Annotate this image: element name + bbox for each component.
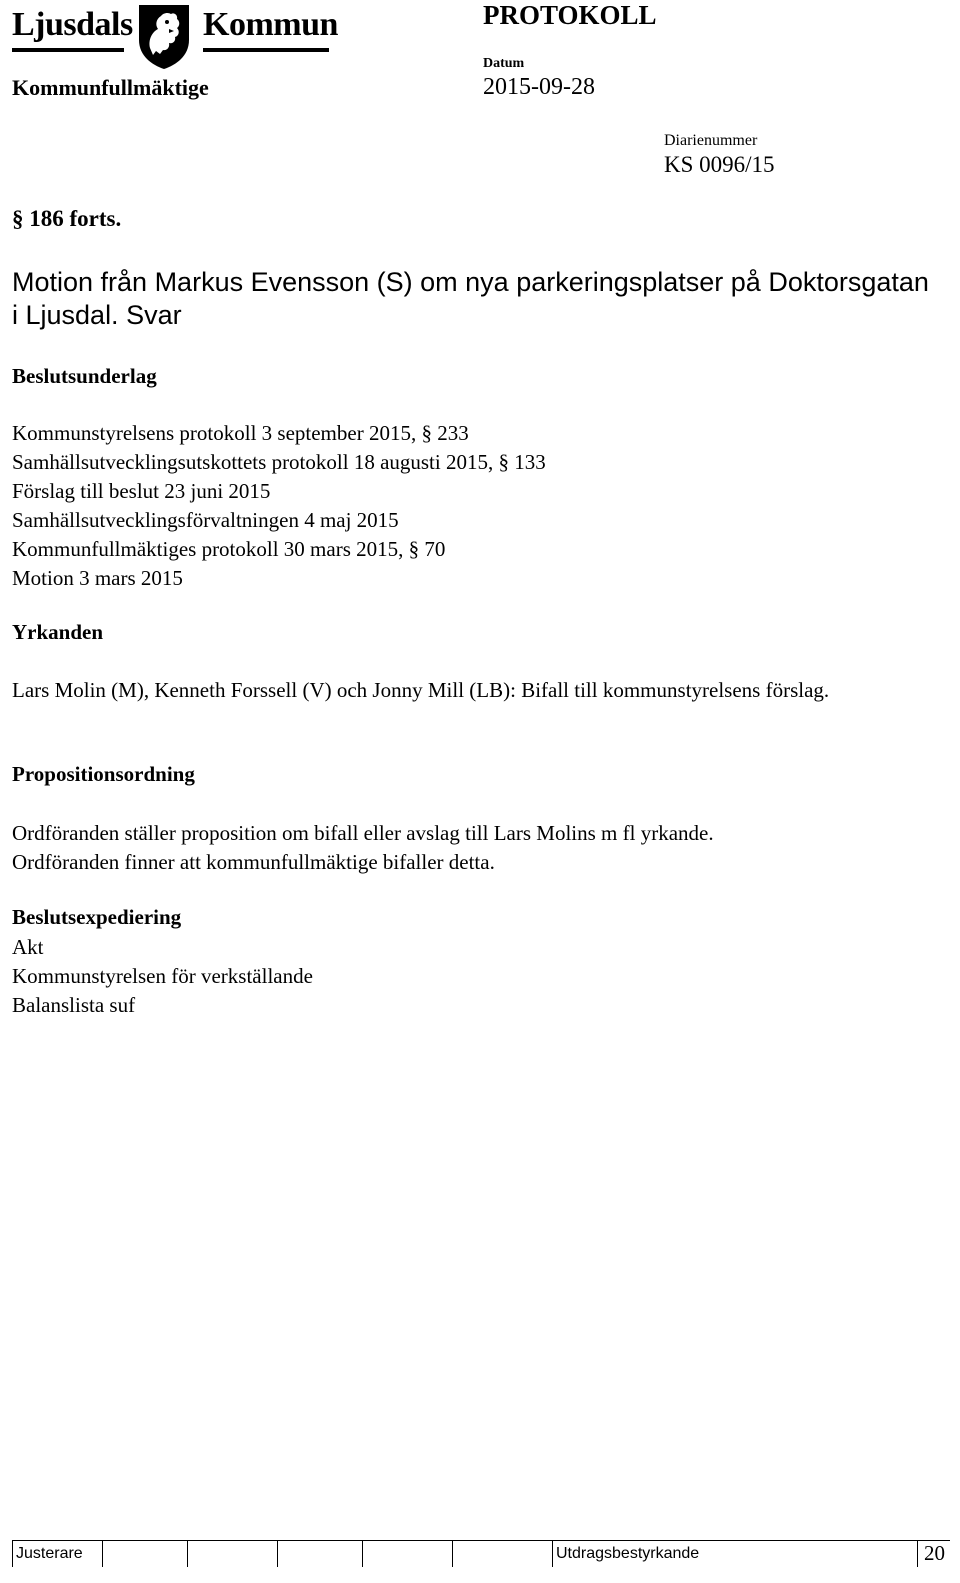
heading-beslutsunderlag: Beslutsunderlag bbox=[12, 364, 157, 388]
page-number: 20 bbox=[924, 1541, 945, 1565]
list-item: Motion 3 mars 2015 bbox=[12, 566, 183, 590]
list-item: Samhällsutvecklingsförvaltningen 4 maj 2015 bbox=[12, 508, 399, 532]
propositionsordning-line-1: Ordföranden ställer proposition om bifall eller avslag till Lars Molins m fl yrkande. bbox=[12, 821, 714, 845]
paragraph-reference: § 186 forts. bbox=[12, 206, 122, 231]
heading-beslutsexpediering: Beslutsexpediering bbox=[12, 905, 182, 929]
logo-text-ljusdals: Ljusdals bbox=[12, 6, 133, 43]
yrkanden-text: Lars Molin (M), Kenneth Forssell (V) och Jonny Mill (LB): Bifall till kommunstyrelsens förslag. bbox=[12, 678, 830, 702]
document-type: PROTOKOLL bbox=[483, 0, 657, 30]
date-value: 2015-09-28 bbox=[483, 74, 595, 100]
logo-text-kommun: Kommun bbox=[203, 6, 338, 43]
heading-propositionsordning: Propositionsordning bbox=[12, 762, 195, 786]
municipal-crest-icon bbox=[136, 2, 192, 70]
diarienummer-label: Diarienummer bbox=[664, 132, 758, 149]
utdragsbestyrkande-label: Utdragsbestyrkande bbox=[556, 1545, 700, 1562]
footer-signature-cell bbox=[277, 1541, 362, 1567]
committee-name: Kommunfullmäktige bbox=[12, 75, 209, 100]
footer-signature-table bbox=[12, 1540, 950, 1567]
list-item: Kommunfullmäktiges protokoll 30 mars 2015, § 70 bbox=[12, 537, 446, 561]
beslutsunderlag-list bbox=[12, 419, 546, 593]
expediering-item-akt: Akt bbox=[12, 935, 44, 959]
footer-signature-cell bbox=[362, 1541, 452, 1567]
logo-underline-right bbox=[203, 48, 329, 52]
expediering-item-balanslista: Balanslista suf bbox=[12, 993, 136, 1017]
footer-signature-cell bbox=[452, 1541, 552, 1567]
list-item: Kommunstyrelsens protokoll 3 september 2015, § 233 bbox=[12, 421, 469, 445]
heading-yrkanden: Yrkanden bbox=[12, 620, 104, 644]
justerare-label: Justerare bbox=[16, 1545, 83, 1562]
propositionsordning-line-2: Ordföranden finner att kommunfullmäktige bifaller detta. bbox=[12, 850, 495, 874]
footer-cell-utdragsbestyrkande bbox=[552, 1541, 917, 1567]
expediering-item-kommunstyrelsen: Kommunstyrelsen för verkställande bbox=[12, 964, 313, 988]
page-title: Motion från Markus Evensson (S) om nya parkeringsplatser på Doktorsgatan i Ljusdal. Svar bbox=[12, 267, 929, 330]
list-item: Samhällsutvecklingsutskottets protokoll 18 augusti 2015, § 133 bbox=[12, 450, 546, 474]
footer-signature-cell bbox=[187, 1541, 277, 1567]
footer-cell-page-number bbox=[917, 1541, 950, 1567]
footer-cell-justerare bbox=[12, 1541, 102, 1567]
logo-underline-left bbox=[12, 48, 124, 52]
list-item: Förslag till beslut 23 juni 2015 bbox=[12, 479, 271, 503]
diarienummer-value: KS 0096/15 bbox=[664, 152, 775, 177]
footer-signature-cell bbox=[102, 1541, 187, 1567]
date-label: Datum bbox=[483, 56, 525, 71]
